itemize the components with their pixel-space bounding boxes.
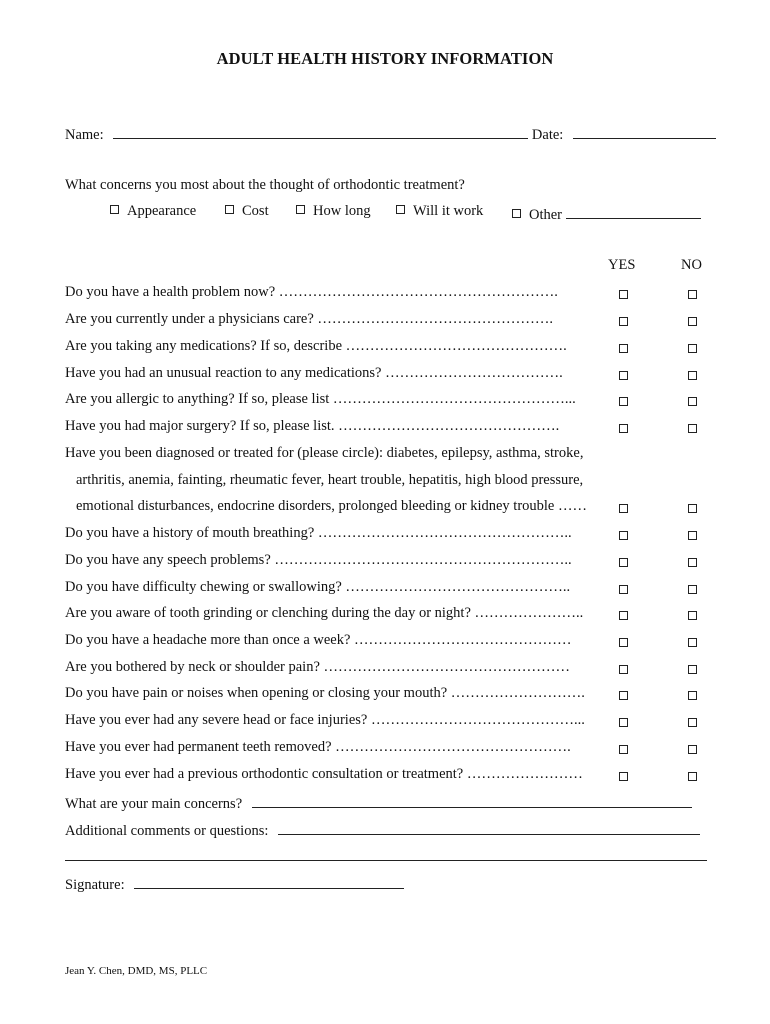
question-text: Have you ever had a previous orthodontic consultation or treatment? …………………… — [65, 766, 583, 782]
main-concerns-field[interactable] — [252, 792, 692, 808]
checkbox-icon[interactable] — [512, 209, 521, 218]
date-label: Date: — [531, 127, 564, 143]
question-text: Are you bothered by neck or shoulder pain? …………………………………………… — [65, 659, 571, 675]
no-checkbox[interactable] — [688, 718, 697, 727]
no-checkbox[interactable] — [688, 397, 697, 406]
no-checkbox[interactable] — [688, 371, 697, 380]
signature-row — [65, 873, 404, 894]
no-checkbox[interactable] — [688, 745, 697, 754]
question-text: Do you have any speech problems? …………………………………………………….. — [65, 552, 572, 568]
comments-extra-line[interactable] — [65, 860, 707, 861]
yes-checkbox[interactable] — [619, 531, 628, 540]
no-checkbox[interactable] — [688, 290, 697, 299]
no-checkbox[interactable] — [688, 772, 697, 781]
question-text: Do you have a headache more than once a week? ……………………………………… — [65, 632, 572, 648]
checkbox-icon[interactable] — [396, 205, 405, 214]
question-text: Are you allergic to anything? If so, please list …………………………………………... — [65, 391, 576, 407]
question-text: Do you have a health problem now? …………………………………………………. — [65, 284, 558, 300]
footer-practice-name: Jean Y. Chen, DMD, MS, PLLC — [65, 965, 208, 977]
concern-option-how-long[interactable]: How long — [296, 203, 371, 220]
yes-checkbox[interactable] — [619, 665, 628, 674]
yes-checkbox[interactable] — [619, 317, 628, 326]
yes-checkbox[interactable] — [619, 290, 628, 299]
yes-checkbox[interactable] — [619, 585, 628, 594]
signature-field[interactable] — [134, 873, 404, 889]
checkbox-icon[interactable] — [225, 205, 234, 214]
comments-field[interactable] — [278, 819, 700, 835]
yes-checkbox[interactable] — [619, 504, 628, 513]
comments-row — [65, 819, 700, 840]
no-checkbox[interactable] — [688, 344, 697, 353]
signature-label: Signature: — [65, 877, 125, 893]
concern-option-cost[interactable]: Cost — [225, 203, 269, 220]
yes-checkbox[interactable] — [619, 397, 628, 406]
question-text: Are you currently under a physicians care? …………………………………………. — [65, 311, 554, 327]
yes-checkbox[interactable] — [619, 718, 628, 727]
no-checkbox[interactable] — [688, 585, 697, 594]
name-label: Name: — [65, 127, 104, 143]
yes-checkbox[interactable] — [619, 344, 628, 353]
concern-option-will-it-work[interactable]: Will it work — [396, 203, 483, 220]
no-checkbox[interactable] — [688, 665, 697, 674]
yes-checkbox[interactable] — [619, 558, 628, 567]
name-field[interactable] — [113, 123, 528, 139]
question-text: Do you have pain or noises when opening or closing your mouth? ………………………. — [65, 685, 585, 701]
yes-checkbox[interactable] — [619, 638, 628, 647]
date-field[interactable] — [573, 123, 716, 139]
no-checkbox[interactable] — [688, 424, 697, 433]
form-title: ADULT HEALTH HISTORY INFORMATION — [216, 49, 554, 68]
checkbox-icon[interactable] — [110, 205, 119, 214]
question-text: Are you aware of tooth grinding or clenching during the day or night? ………………….. — [65, 605, 584, 621]
question-text: Have you ever had any severe head or face injuries? ……………………………………... — [65, 712, 585, 728]
concerns-question: What concerns you most about the thought of orthodontic treatment? — [65, 177, 465, 193]
question-text: Do you have a history of mouth breathing? …………………………………………….. — [65, 525, 572, 541]
question-text: arthritis, anemia, fainting, rheumatic fever, heart trouble, hepatitis, high blood pressure, — [76, 472, 584, 488]
no-checkbox[interactable] — [688, 611, 697, 620]
yes-checkbox[interactable] — [619, 772, 628, 781]
no-checkbox[interactable] — [688, 691, 697, 700]
other-field[interactable] — [566, 203, 701, 219]
yes-checkbox[interactable] — [619, 371, 628, 380]
question-text: emotional disturbances, endocrine disorders, prolonged bleeding or kidney trouble …… — [76, 498, 587, 514]
yes-checkbox[interactable] — [619, 745, 628, 754]
yes-column-header: YES — [608, 257, 636, 273]
concern-option-other[interactable]: Other — [512, 203, 701, 224]
yes-checkbox[interactable] — [619, 691, 628, 700]
question-text: Have you ever had permanent teeth removed? …………………………………………. — [65, 739, 571, 755]
yes-checkbox[interactable] — [619, 611, 628, 620]
name-row — [65, 123, 716, 144]
no-checkbox[interactable] — [688, 638, 697, 647]
no-checkbox[interactable] — [688, 504, 697, 513]
question-text: Are you taking any medications? If so, describe ………………………………………. — [65, 338, 567, 354]
question-text: Do you have difficulty chewing or swallowing? ……………………………………….. — [65, 579, 571, 595]
yes-checkbox[interactable] — [619, 424, 628, 433]
question-text: Have you been diagnosed or treated for (please circle): diabetes, epilepsy, asthma, stroke, — [65, 445, 584, 461]
comments-label: Additional comments or questions: — [65, 823, 269, 839]
main-concerns-row — [65, 792, 692, 813]
main-concerns-label: What are your main concerns? — [65, 796, 243, 812]
no-checkbox[interactable] — [688, 531, 697, 540]
no-checkbox[interactable] — [688, 558, 697, 567]
no-checkbox[interactable] — [688, 317, 697, 326]
question-text: Have you had an unusual reaction to any medications? ………………………………. — [65, 365, 563, 381]
concern-option-appearance[interactable]: Appearance — [110, 203, 196, 220]
checkbox-icon[interactable] — [296, 205, 305, 214]
question-text: Have you had major surgery? If so, please list. ………………………………………. — [65, 418, 560, 434]
no-column-header: NO — [681, 257, 702, 273]
